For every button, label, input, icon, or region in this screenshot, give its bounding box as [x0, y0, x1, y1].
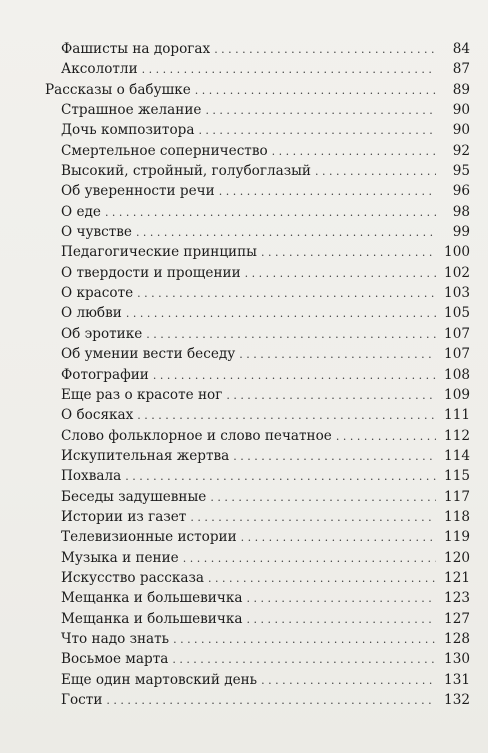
toc-entry [45, 263, 470, 283]
toc-entry-title: Дочь композитора [61, 122, 195, 139]
toc-entry-title: Искусство рассказа [61, 569, 205, 586]
toc-dot-leader [272, 142, 436, 162]
toc-entry [45, 487, 470, 507]
toc-page-number: 95 [452, 163, 470, 180]
toc-entry-title: О красоте [61, 285, 134, 302]
toc-page-number: 100 [444, 244, 470, 261]
toc-page-number: 92 [452, 142, 470, 159]
toc-page-number: 128 [444, 630, 470, 647]
toc-dot-leader [239, 345, 436, 365]
toc-dot-leader [246, 589, 436, 609]
toc-dot-leader [261, 243, 436, 263]
toc-entry-title: Гости [61, 692, 103, 708]
toc-page-number: 98 [452, 203, 470, 220]
toc-entry-title: О любви [61, 305, 122, 322]
toc-dot-leader [106, 691, 436, 711]
toc-page-number: 123 [444, 590, 470, 607]
toc-page-number: 107 [444, 325, 470, 342]
toc-entry [45, 588, 470, 608]
toc-entry [45, 385, 470, 405]
toc-page-number: 99 [452, 224, 470, 241]
toc-page-number: 112 [444, 427, 470, 444]
toc-entry-title: Еще один мартовский день [61, 671, 258, 688]
toc-page-number: 102 [444, 264, 470, 281]
toc-page-number: 118 [444, 508, 470, 525]
toc-entry-title: Музыка и пение [61, 549, 179, 566]
toc-dot-leader [198, 121, 436, 141]
toc-page-number: 107 [444, 346, 470, 363]
toc-dot-leader [245, 264, 436, 284]
toc-dot-leader [153, 366, 436, 386]
toc-dot-leader [208, 569, 436, 589]
toc-dot-leader [146, 325, 436, 345]
toc-entry-title: Об эротике [61, 325, 143, 342]
toc-entry [45, 222, 470, 242]
toc-page-number: 117 [444, 488, 470, 505]
toc-page-number: 89 [452, 81, 470, 98]
toc-entry-title: О еде [61, 203, 101, 220]
toc-entry [45, 405, 470, 425]
toc-dot-leader [233, 447, 436, 467]
toc-entry-title: Искупительная жертва [61, 447, 230, 464]
toc-entry-title: Об уверенности речи [61, 183, 215, 200]
toc-entry [45, 242, 470, 262]
toc-entry [45, 141, 470, 161]
toc-dot-leader [195, 81, 436, 101]
toc-dot-leader [142, 60, 436, 80]
toc-entry-title: О твердости и прощении [61, 264, 241, 281]
toc-page-number: 90 [452, 102, 470, 119]
toc-entry [45, 568, 470, 588]
toc-page-number: 96 [452, 183, 470, 200]
toc-entry-title: Рассказы о бабушке [45, 81, 191, 98]
toc-entry [45, 181, 470, 201]
toc-entry [45, 690, 470, 710]
toc-page-number: 132 [444, 692, 470, 708]
toc-entry [45, 446, 470, 466]
toc-entry [45, 548, 470, 568]
toc-entry-title: Еще раз о красоте ног [61, 386, 223, 403]
toc-entry [45, 303, 470, 323]
toc-dot-leader [205, 101, 436, 121]
toc-page-number: 109 [444, 386, 470, 403]
toc-entry [45, 507, 470, 527]
toc-dot-leader [336, 427, 436, 447]
toc-page-number: 84 [452, 41, 470, 57]
toc-entry [45, 39, 470, 59]
toc-entry-title: Слово фольклорное и слово печатное [61, 427, 332, 444]
toc-dot-leader [315, 162, 436, 182]
toc-entry-title: Телевизионные истории [61, 529, 237, 546]
toc-dot-leader [183, 549, 436, 569]
toc-entry [45, 365, 470, 385]
toc-page-number: 108 [444, 366, 470, 383]
toc-dot-leader [136, 223, 436, 243]
toc-page-number: 87 [452, 61, 470, 78]
toc-entry [45, 629, 470, 649]
toc-entry [45, 283, 470, 303]
toc-entry [45, 59, 470, 79]
toc-entry-title: Фашисты на дорогах [61, 41, 211, 57]
toc-entry [45, 649, 470, 669]
toc-dot-leader [126, 304, 436, 324]
toc-page-number: 121 [444, 569, 470, 586]
toc-page-number: 111 [444, 407, 470, 424]
toc-dot-leader [214, 40, 436, 60]
toc-entry-title: Истории из газет [61, 508, 187, 525]
toc-entry-title: Что надо знать [61, 630, 170, 647]
toc-dot-leader [246, 610, 436, 630]
toc-entry-title: Аксолотли [61, 61, 138, 78]
toc-page-number: 130 [444, 651, 470, 668]
toc-entry [45, 466, 470, 486]
toc-page-number: 127 [444, 610, 470, 627]
toc-dot-leader [173, 630, 436, 650]
toc-dot-leader [190, 508, 436, 528]
toc-page-number: 103 [444, 285, 470, 302]
toc-entry-title: Об умении вести беседу [61, 346, 236, 363]
toc-entry-title: О босяках [61, 407, 134, 424]
toc-entry-title: Похвала [61, 468, 122, 485]
toc-entry-title: Мещанка и большевичка [61, 590, 243, 607]
toc-entry [45, 670, 470, 690]
toc-page-number: 105 [444, 305, 470, 322]
toc-entry-title: Мещанка и большевичка [61, 610, 243, 627]
toc-entry-title: Смертельное соперничество [61, 142, 268, 159]
toc-entry-title: О чувстве [61, 224, 132, 241]
toc-entry [45, 161, 470, 181]
toc-dot-leader [105, 203, 436, 223]
toc-dot-leader [219, 182, 436, 202]
toc-dot-leader [172, 650, 436, 670]
table-of-contents [45, 39, 470, 710]
toc-entry-title: Беседы задушевные [61, 488, 207, 505]
toc-entry [45, 324, 470, 344]
toc-entry [45, 609, 470, 629]
toc-entry [45, 426, 470, 446]
toc-page-number: 120 [444, 549, 470, 566]
toc-section-entry [45, 80, 470, 100]
toc-entry-title: Фотографии [61, 366, 149, 383]
toc-dot-leader [241, 528, 436, 548]
toc-page-number: 131 [444, 671, 470, 688]
toc-entry [45, 527, 470, 547]
toc-entry-title: Восьмое марта [61, 651, 169, 668]
toc-page-number: 119 [444, 529, 470, 546]
toc-entry-title: Педагогические принципы [61, 244, 257, 261]
toc-dot-leader [125, 467, 436, 487]
toc-entry [45, 344, 470, 364]
toc-entry [45, 100, 470, 120]
toc-dot-leader [226, 386, 436, 406]
toc-entry-title: Высокий, стройный, голубоглазый [61, 163, 311, 180]
toc-page-number: 114 [444, 447, 470, 464]
toc-entry-title: Страшное желание [61, 102, 202, 119]
toc-dot-leader [261, 671, 436, 691]
toc-dot-leader [210, 488, 436, 508]
toc-dot-leader [137, 406, 436, 426]
toc-entry [45, 120, 470, 140]
toc-entry [45, 202, 470, 222]
toc-page-number: 115 [444, 468, 470, 485]
toc-dot-leader [137, 284, 436, 304]
toc-page-number: 90 [452, 122, 470, 139]
